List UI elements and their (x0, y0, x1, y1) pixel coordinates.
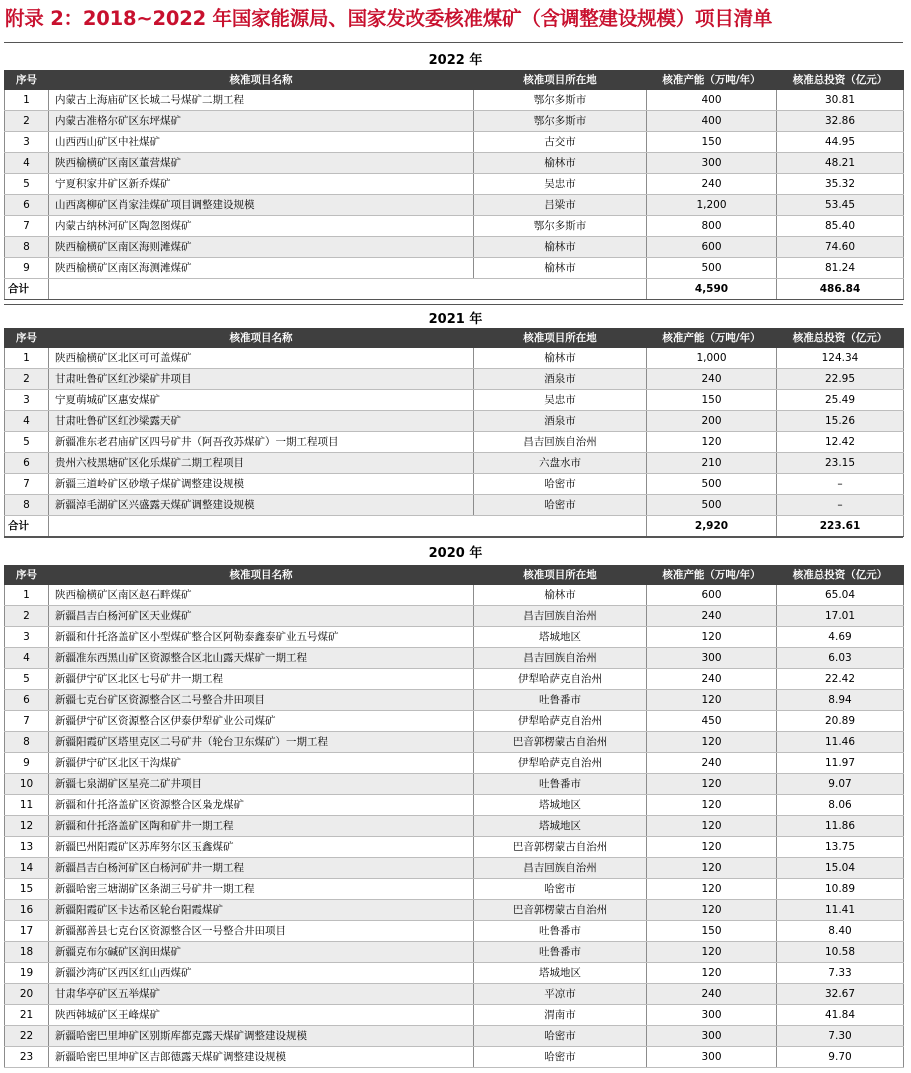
cell-investment: 32.67 (777, 984, 904, 1005)
cell-location: 昌吉回族自治州 (474, 606, 647, 627)
table-row (5, 921, 904, 942)
cell-investment: 23.15 (777, 453, 904, 474)
cell-index: 4 (5, 153, 49, 174)
table-row (5, 669, 904, 690)
cell-capacity: 120 (647, 816, 777, 837)
cell-name: 新疆哈密巴里坤矿区别斯库都克露天煤矿调整建设规模 (49, 1026, 474, 1047)
cell-location: 塔城地区 (474, 627, 647, 648)
cell-name: 新疆伊宁矿区北区干沟煤矿 (49, 753, 474, 774)
table-row (5, 942, 904, 963)
cell-index: 1 (5, 585, 49, 606)
column-header-name: 核准项目名称 (49, 565, 474, 585)
cell-location: 酒泉市 (474, 411, 647, 432)
cell-name: 新疆哈密三塘湖矿区条湖三号矿井一期工程 (49, 879, 474, 900)
table-row (5, 195, 904, 216)
cell-name: 内蒙古上海庙矿区长城二号煤矿二期工程 (49, 90, 474, 111)
cell-name: 陕西榆横矿区南区海测滩煤矿 (49, 258, 474, 279)
cell-capacity: 200 (647, 411, 777, 432)
column-header-name: 核准项目名称 (49, 70, 474, 90)
cell-name: 新疆沙湾矿区西区红山西煤矿 (49, 963, 474, 984)
cell-investment: 13.75 (777, 837, 904, 858)
cell-name: 新疆昌吉白杨河矿区白杨河矿井一期工程 (49, 858, 474, 879)
cell-name: 新疆七泉湖矿区星亮二矿井项目 (49, 774, 474, 795)
cell-name: 陕西榆横矿区南区海则滩煤矿 (49, 237, 474, 258)
cell-index: 17 (5, 921, 49, 942)
total-blank (49, 516, 474, 537)
cell-name: 新疆伊宁矿区北区七号矿井一期工程 (49, 669, 474, 690)
cell-capacity: 240 (647, 606, 777, 627)
cell-capacity: 1,200 (647, 195, 777, 216)
table-row (5, 474, 904, 495)
column-header-index: 序号 (5, 328, 49, 348)
cell-investment: 22.42 (777, 669, 904, 690)
cell-capacity: 800 (647, 216, 777, 237)
column-header-capacity: 核准产能（万吨/年） (647, 565, 777, 585)
cell-index: 19 (5, 963, 49, 984)
cell-index: 8 (5, 495, 49, 516)
cell-index: 8 (5, 732, 49, 753)
cell-name: 新疆昌吉白杨河矿区天业煤矿 (49, 606, 474, 627)
cell-investment: 11.86 (777, 816, 904, 837)
cell-index: 14 (5, 858, 49, 879)
table-header-row (5, 328, 904, 348)
cell-investment: 10.58 (777, 942, 904, 963)
table-total-row (5, 516, 904, 537)
table-header-row (5, 70, 904, 90)
cell-capacity: 600 (647, 585, 777, 606)
cell-name: 新疆和什托洛盖矿区小型煤矿整合区阿勒泰鑫泰矿业五号煤矿 (49, 627, 474, 648)
cell-index: 22 (5, 1026, 49, 1047)
cell-investment: 12.42 (777, 432, 904, 453)
table-row (5, 495, 904, 516)
cell-investment: 4.69 (777, 627, 904, 648)
cell-index: 5 (5, 669, 49, 690)
table-row (5, 348, 904, 369)
table-row (5, 90, 904, 111)
cell-name: 新疆七克台矿区资源整合区二号整合井田项目 (49, 690, 474, 711)
cell-location: 六盘水市 (474, 453, 647, 474)
project-table (4, 70, 904, 300)
table-row (5, 963, 904, 984)
total-blank (474, 516, 647, 537)
cell-index: 11 (5, 795, 49, 816)
total-label: 合计 (5, 516, 49, 537)
column-header-location: 核准项目所在地 (474, 328, 647, 348)
cell-name: 山西离柳矿区肖家洼煤矿项目调整建设规模 (49, 195, 474, 216)
cell-investment: 15.04 (777, 858, 904, 879)
cell-name: 陕西榆横矿区南区董营煤矿 (49, 153, 474, 174)
cell-location: 吴忠市 (474, 174, 647, 195)
cell-index: 1 (5, 348, 49, 369)
column-header-index: 序号 (5, 565, 49, 585)
cell-location: 昌吉回族自治州 (474, 648, 647, 669)
cell-investment: 48.21 (777, 153, 904, 174)
cell-index: 16 (5, 900, 49, 921)
table-row (5, 390, 904, 411)
cell-name: 新疆巴州阳霞矿区苏库努尔区玉鑫煤矿 (49, 837, 474, 858)
section-year-title: 2021 年 (428, 312, 483, 327)
total-blank (49, 279, 474, 300)
cell-index: 15 (5, 879, 49, 900)
cell-capacity: 120 (647, 774, 777, 795)
column-header-capacity: 核准产能（万吨/年） (647, 328, 777, 348)
cell-capacity: 500 (647, 258, 777, 279)
cell-capacity: 120 (647, 432, 777, 453)
cell-investment: 11.97 (777, 753, 904, 774)
table-row (5, 1026, 904, 1047)
table-row (5, 984, 904, 1005)
cell-name: 新疆克布尔碱矿区润田煤矿 (49, 942, 474, 963)
cell-investment: 35.32 (777, 174, 904, 195)
cell-capacity: 150 (647, 390, 777, 411)
section-year-title: 2020 年 (428, 546, 483, 561)
cell-index: 7 (5, 474, 49, 495)
column-header-investment: 核准总投资（亿元） (777, 70, 904, 90)
cell-location: 榆林市 (474, 585, 647, 606)
cell-location: 鄂尔多斯市 (474, 111, 647, 132)
cell-investment: 10.89 (777, 879, 904, 900)
cell-index: 7 (5, 711, 49, 732)
total-blank (474, 279, 647, 300)
total-investment: 223.61 (777, 516, 904, 537)
cell-capacity: 120 (647, 627, 777, 648)
cell-investment: 11.46 (777, 732, 904, 753)
cell-capacity: 120 (647, 963, 777, 984)
cell-index: 8 (5, 237, 49, 258)
table-row (5, 132, 904, 153)
cell-location: 吐鲁番市 (474, 690, 647, 711)
cell-location: 榆林市 (474, 348, 647, 369)
table-row (5, 816, 904, 837)
table-row (5, 453, 904, 474)
cell-name: 新疆鄯善县七克台区资源整合区一号整合井田项目 (49, 921, 474, 942)
cell-name: 陕西榆横矿区北区可可盖煤矿 (49, 348, 474, 369)
cell-index: 13 (5, 837, 49, 858)
cell-capacity: 300 (647, 153, 777, 174)
cell-location: 渭南市 (474, 1005, 647, 1026)
section-year-title: 2022 年 (428, 53, 483, 68)
cell-capacity: 120 (647, 858, 777, 879)
cell-location: 哈密市 (474, 1047, 647, 1068)
cell-location: 塔城地区 (474, 816, 647, 837)
cell-index: 1 (5, 90, 49, 111)
cell-index: 2 (5, 111, 49, 132)
section-rule (4, 42, 903, 43)
cell-index: 5 (5, 174, 49, 195)
table-row (5, 258, 904, 279)
column-header-location: 核准项目所在地 (474, 70, 647, 90)
cell-location: 吐鲁番市 (474, 942, 647, 963)
table-row (5, 111, 904, 132)
table-row (5, 732, 904, 753)
cell-location: 榆林市 (474, 153, 647, 174)
cell-capacity: 120 (647, 837, 777, 858)
cell-location: 吐鲁番市 (474, 774, 647, 795)
cell-capacity: 150 (647, 921, 777, 942)
cell-capacity: 500 (647, 474, 777, 495)
table-row (5, 795, 904, 816)
cell-name: 新疆淖毛湖矿区兴盛露天煤矿调整建设规模 (49, 495, 474, 516)
cell-investment: – (777, 495, 904, 516)
cell-investment: 44.95 (777, 132, 904, 153)
table-row (5, 153, 904, 174)
cell-name: 贵州六枝黑塘矿区化乐煤矿二期工程项目 (49, 453, 474, 474)
cell-capacity: 120 (647, 732, 777, 753)
project-table (4, 328, 904, 537)
cell-name: 新疆和什托洛盖矿区陶和矿井一期工程 (49, 816, 474, 837)
cell-index: 18 (5, 942, 49, 963)
cell-capacity: 300 (647, 648, 777, 669)
page-title: 附录 2：2018~2022 年国家能源局、国家发改委核准煤矿（含调整建设规模）项目清单 (5, 7, 773, 30)
table-row (5, 627, 904, 648)
cell-capacity: 120 (647, 900, 777, 921)
table-row (5, 690, 904, 711)
column-header-investment: 核准总投资（亿元） (777, 328, 904, 348)
cell-name: 新疆准东西黑山矿区资源整合区北山露天煤矿一期工程 (49, 648, 474, 669)
cell-name: 新疆阳霞矿区卡达希区轮台阳霞煤矿 (49, 900, 474, 921)
table-row (5, 411, 904, 432)
cell-capacity: 240 (647, 174, 777, 195)
table-row (5, 753, 904, 774)
cell-index: 3 (5, 627, 49, 648)
table-row (5, 879, 904, 900)
cell-name: 陕西韩城矿区王峰煤矿 (49, 1005, 474, 1026)
cell-name: 宁夏萌城矿区惠安煤矿 (49, 390, 474, 411)
cell-investment: 9.70 (777, 1047, 904, 1068)
cell-investment: 15.26 (777, 411, 904, 432)
cell-index: 9 (5, 753, 49, 774)
cell-location: 哈密市 (474, 495, 647, 516)
cell-index: 20 (5, 984, 49, 1005)
cell-location: 吕梁市 (474, 195, 647, 216)
cell-index: 2 (5, 606, 49, 627)
cell-index: 2 (5, 369, 49, 390)
cell-location: 伊犁哈萨克自治州 (474, 711, 647, 732)
table-row (5, 174, 904, 195)
section-rule (4, 537, 903, 538)
table-row (5, 216, 904, 237)
cell-investment: – (777, 474, 904, 495)
cell-investment: 17.01 (777, 606, 904, 627)
cell-capacity: 240 (647, 369, 777, 390)
cell-investment: 85.40 (777, 216, 904, 237)
cell-location: 伊犁哈萨克自治州 (474, 669, 647, 690)
column-header-location: 核准项目所在地 (474, 565, 647, 585)
cell-location: 哈密市 (474, 1026, 647, 1047)
table-row (5, 648, 904, 669)
cell-investment: 8.06 (777, 795, 904, 816)
cell-location: 巴音郭楞蒙古自治州 (474, 732, 647, 753)
cell-name: 甘肃吐鲁矿区红沙梁露天矿 (49, 411, 474, 432)
cell-investment: 65.04 (777, 585, 904, 606)
table-row (5, 237, 904, 258)
cell-index: 9 (5, 258, 49, 279)
cell-index: 21 (5, 1005, 49, 1026)
cell-index: 10 (5, 774, 49, 795)
cell-location: 巴音郭楞蒙古自治州 (474, 900, 647, 921)
cell-investment: 32.86 (777, 111, 904, 132)
cell-name: 宁夏积家井矿区新乔煤矿 (49, 174, 474, 195)
table-row (5, 1005, 904, 1026)
column-header-index: 序号 (5, 70, 49, 90)
cell-index: 12 (5, 816, 49, 837)
cell-location: 榆林市 (474, 258, 647, 279)
cell-investment: 74.60 (777, 237, 904, 258)
cell-capacity: 210 (647, 453, 777, 474)
cell-investment: 25.49 (777, 390, 904, 411)
table-row (5, 858, 904, 879)
cell-location: 平凉市 (474, 984, 647, 1005)
cell-capacity: 400 (647, 90, 777, 111)
cell-investment: 53.45 (777, 195, 904, 216)
cell-name: 甘肃华亭矿区五举煤矿 (49, 984, 474, 1005)
cell-index: 3 (5, 390, 49, 411)
table-row (5, 606, 904, 627)
cell-name: 新疆哈密巴里坤矿区吉郎德露天煤矿调整建设规模 (49, 1047, 474, 1068)
cell-investment: 9.07 (777, 774, 904, 795)
cell-location: 榆林市 (474, 237, 647, 258)
cell-location: 鄂尔多斯市 (474, 90, 647, 111)
cell-capacity: 240 (647, 669, 777, 690)
cell-location: 伊犁哈萨克自治州 (474, 753, 647, 774)
cell-investment: 22.95 (777, 369, 904, 390)
column-header-capacity: 核准产能（万吨/年） (647, 70, 777, 90)
table-row (5, 774, 904, 795)
cell-location: 哈密市 (474, 474, 647, 495)
total-label: 合计 (5, 279, 49, 300)
cell-index: 3 (5, 132, 49, 153)
cell-investment: 41.84 (777, 1005, 904, 1026)
cell-name: 新疆和什托洛盖矿区资源整合区枭龙煤矿 (49, 795, 474, 816)
cell-index: 6 (5, 453, 49, 474)
cell-name: 新疆三道岭矿区砂墩子煤矿调整建设规模 (49, 474, 474, 495)
cell-investment: 8.94 (777, 690, 904, 711)
cell-location: 塔城地区 (474, 795, 647, 816)
cell-location: 昌吉回族自治州 (474, 432, 647, 453)
cell-name: 新疆准东老君庙矿区四号矿井（阿吾孜苏煤矿）一期工程项目 (49, 432, 474, 453)
total-investment: 486.84 (777, 279, 904, 300)
table-row (5, 900, 904, 921)
cell-name: 陕西榆横矿区南区赵石畔煤矿 (49, 585, 474, 606)
cell-name: 山西西山矿区中社煤矿 (49, 132, 474, 153)
table-header-row (5, 565, 904, 585)
cell-index: 5 (5, 432, 49, 453)
table-row (5, 1047, 904, 1068)
cell-location: 古交市 (474, 132, 647, 153)
table-total-row (5, 279, 904, 300)
cell-investment: 6.03 (777, 648, 904, 669)
cell-location: 巴音郭楞蒙古自治州 (474, 837, 647, 858)
cell-investment: 11.41 (777, 900, 904, 921)
cell-location: 哈密市 (474, 879, 647, 900)
cell-location: 昌吉回族自治州 (474, 858, 647, 879)
cell-investment: 81.24 (777, 258, 904, 279)
cell-investment: 7.33 (777, 963, 904, 984)
cell-location: 酒泉市 (474, 369, 647, 390)
cell-name: 内蒙古纳林河矿区陶忽图煤矿 (49, 216, 474, 237)
cell-capacity: 300 (647, 1026, 777, 1047)
cell-capacity: 120 (647, 795, 777, 816)
cell-capacity: 150 (647, 132, 777, 153)
cell-investment: 124.34 (777, 348, 904, 369)
project-table (4, 565, 904, 1068)
cell-capacity: 120 (647, 879, 777, 900)
cell-capacity: 240 (647, 984, 777, 1005)
cell-capacity: 400 (647, 111, 777, 132)
table-row (5, 585, 904, 606)
cell-index: 4 (5, 648, 49, 669)
table-row (5, 432, 904, 453)
cell-capacity: 120 (647, 690, 777, 711)
cell-location: 鄂尔多斯市 (474, 216, 647, 237)
cell-capacity: 600 (647, 237, 777, 258)
cell-capacity: 300 (647, 1005, 777, 1026)
table-row (5, 837, 904, 858)
cell-name: 内蒙古准格尔矿区东坪煤矿 (49, 111, 474, 132)
total-capacity: 4,590 (647, 279, 777, 300)
cell-capacity: 300 (647, 1047, 777, 1068)
cell-location: 塔城地区 (474, 963, 647, 984)
total-capacity: 2,920 (647, 516, 777, 537)
column-header-investment: 核准总投资（亿元） (777, 565, 904, 585)
section-rule (4, 304, 903, 305)
cell-index: 4 (5, 411, 49, 432)
cell-capacity: 450 (647, 711, 777, 732)
cell-capacity: 240 (647, 753, 777, 774)
cell-name: 新疆伊宁矿区资源整合区伊泰伊犁矿业公司煤矿 (49, 711, 474, 732)
cell-index: 6 (5, 195, 49, 216)
cell-index: 6 (5, 690, 49, 711)
column-header-name: 核准项目名称 (49, 328, 474, 348)
cell-investment: 7.30 (777, 1026, 904, 1047)
cell-capacity: 500 (647, 495, 777, 516)
cell-location: 吴忠市 (474, 390, 647, 411)
table-row (5, 369, 904, 390)
cell-name: 甘肃吐鲁矿区红沙梁矿井项目 (49, 369, 474, 390)
cell-location: 吐鲁番市 (474, 921, 647, 942)
cell-index: 23 (5, 1047, 49, 1068)
cell-index: 7 (5, 216, 49, 237)
cell-investment: 20.89 (777, 711, 904, 732)
table-row (5, 711, 904, 732)
cell-capacity: 120 (647, 942, 777, 963)
cell-name: 新疆阳霞矿区塔里克区二号矿井（轮台卫东煤矿）一期工程 (49, 732, 474, 753)
cell-investment: 30.81 (777, 90, 904, 111)
cell-investment: 8.40 (777, 921, 904, 942)
cell-capacity: 1,000 (647, 348, 777, 369)
